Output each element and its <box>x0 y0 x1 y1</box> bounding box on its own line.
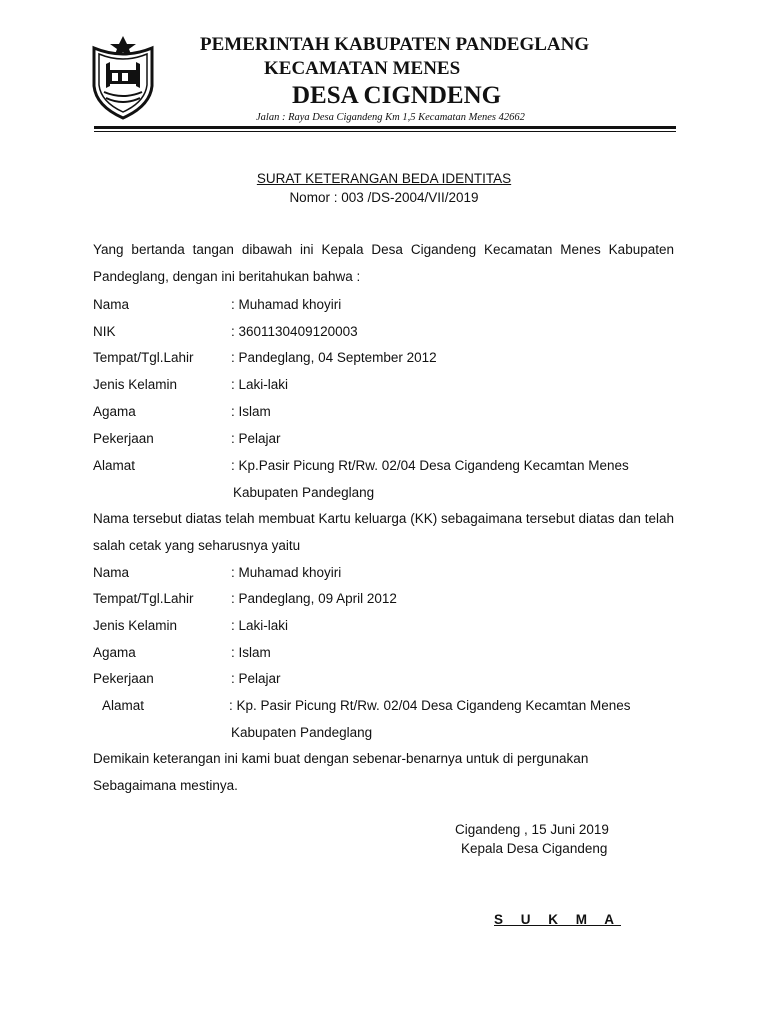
id2-ttl-value: : Pandeglang, 09 April 2012 <box>231 591 397 606</box>
id1-jk-label: Jenis Kelamin <box>93 377 178 392</box>
id1-pekerjaan-label: Pekerjaan <box>93 431 154 446</box>
document-title-text: SURAT KETERANGAN BEDA IDENTITAS <box>256 171 512 186</box>
letterhead-address: Jalan : Raya Desa Cigandeng Km 1,5 Kecamatan Menes 42662 <box>256 112 525 123</box>
middle-paragraph: Nama tersebut diatas telah membuat Kartu keluarga (KK) sebagaimana tersebut diatas dan telah salah cetak yang seharusnya yaitu <box>93 511 674 553</box>
id1-alamat-label: Alamat <box>93 458 136 473</box>
id2-agama-value: : Islam <box>231 645 271 660</box>
letterhead-village: DESA CIGNDENG <box>292 82 502 109</box>
id2-alamat-value: : Kp. Pasir Picung Rt/Rw. 02/04 Desa Cigandeng Kecamtan Menes <box>229 698 631 713</box>
id1-nama-label: Nama <box>93 297 130 312</box>
id1-alamat-value: : Kp.Pasir Picung Rt/Rw. 02/04 Desa Cigandeng Kecamtan Menes <box>231 458 629 473</box>
closing-line-1: Demikain keterangan ini kami buat dengan sebenar-benarnya untuk di pergunakan <box>93 751 589 766</box>
signature-name: S U K M A <box>494 912 621 927</box>
id2-nama-value: : Muhamad khoyiri <box>231 565 342 580</box>
id1-alamat-value-cont: Kabupaten Pandeglang <box>233 485 375 500</box>
opening-paragraph: Yang bertanda tangan dibawah ini Kepala Desa Cigandeng Kecamatan Menes Kabupaten Pandeglang, dengan ini beritahukan bahwa : <box>93 242 674 284</box>
id1-agama-value: : Islam <box>231 404 271 419</box>
id2-agama-label: Agama <box>93 645 136 660</box>
regency-emblem-icon <box>86 34 160 120</box>
id1-nik-value: : 3601130409120003 <box>231 324 358 339</box>
id2-jk-value: : Laki-laki <box>231 618 289 633</box>
letterhead-government: PEMERINTAH KABUPATEN PANDEGLANG <box>200 34 590 55</box>
letterhead-divider-thick <box>94 126 676 129</box>
document-title <box>0 171 768 186</box>
id2-nama-label: Nama <box>93 565 130 580</box>
id1-nama-value: : Muhamad khoyiri <box>231 297 342 312</box>
id2-jk-label: Jenis Kelamin <box>93 618 178 633</box>
id2-alamat-label: Alamat <box>102 698 145 713</box>
letterhead-district: KECAMATAN MENES <box>264 58 461 79</box>
id1-pekerjaan-value: : Pelajar <box>231 431 281 446</box>
document-number: Nomor : 003 /DS-2004/VII/2019 <box>289 190 479 205</box>
signature-position: Kepala Desa Cigandeng <box>461 841 608 856</box>
id1-agama-label: Agama <box>93 404 136 419</box>
id1-nik-label: NIK <box>93 324 116 339</box>
id2-ttl-label: Tempat/Tgl.Lahir <box>93 591 194 606</box>
id1-ttl-value: : Pandeglang, 04 September 2012 <box>231 350 437 365</box>
letterhead-divider-thin <box>94 131 676 132</box>
signature-place-date: Cigandeng , 15 Juni 2019 <box>455 822 609 837</box>
closing-line-2: Sebagaimana mestinya. <box>93 778 238 793</box>
id2-pekerjaan-value: : Pelajar <box>231 671 281 686</box>
id2-pekerjaan-label: Pekerjaan <box>93 671 154 686</box>
id2-alamat-value-cont: Kabupaten Pandeglang <box>231 725 373 740</box>
id1-ttl-label: Tempat/Tgl.Lahir <box>93 350 194 365</box>
id1-jk-value: : Laki-laki <box>231 377 289 392</box>
